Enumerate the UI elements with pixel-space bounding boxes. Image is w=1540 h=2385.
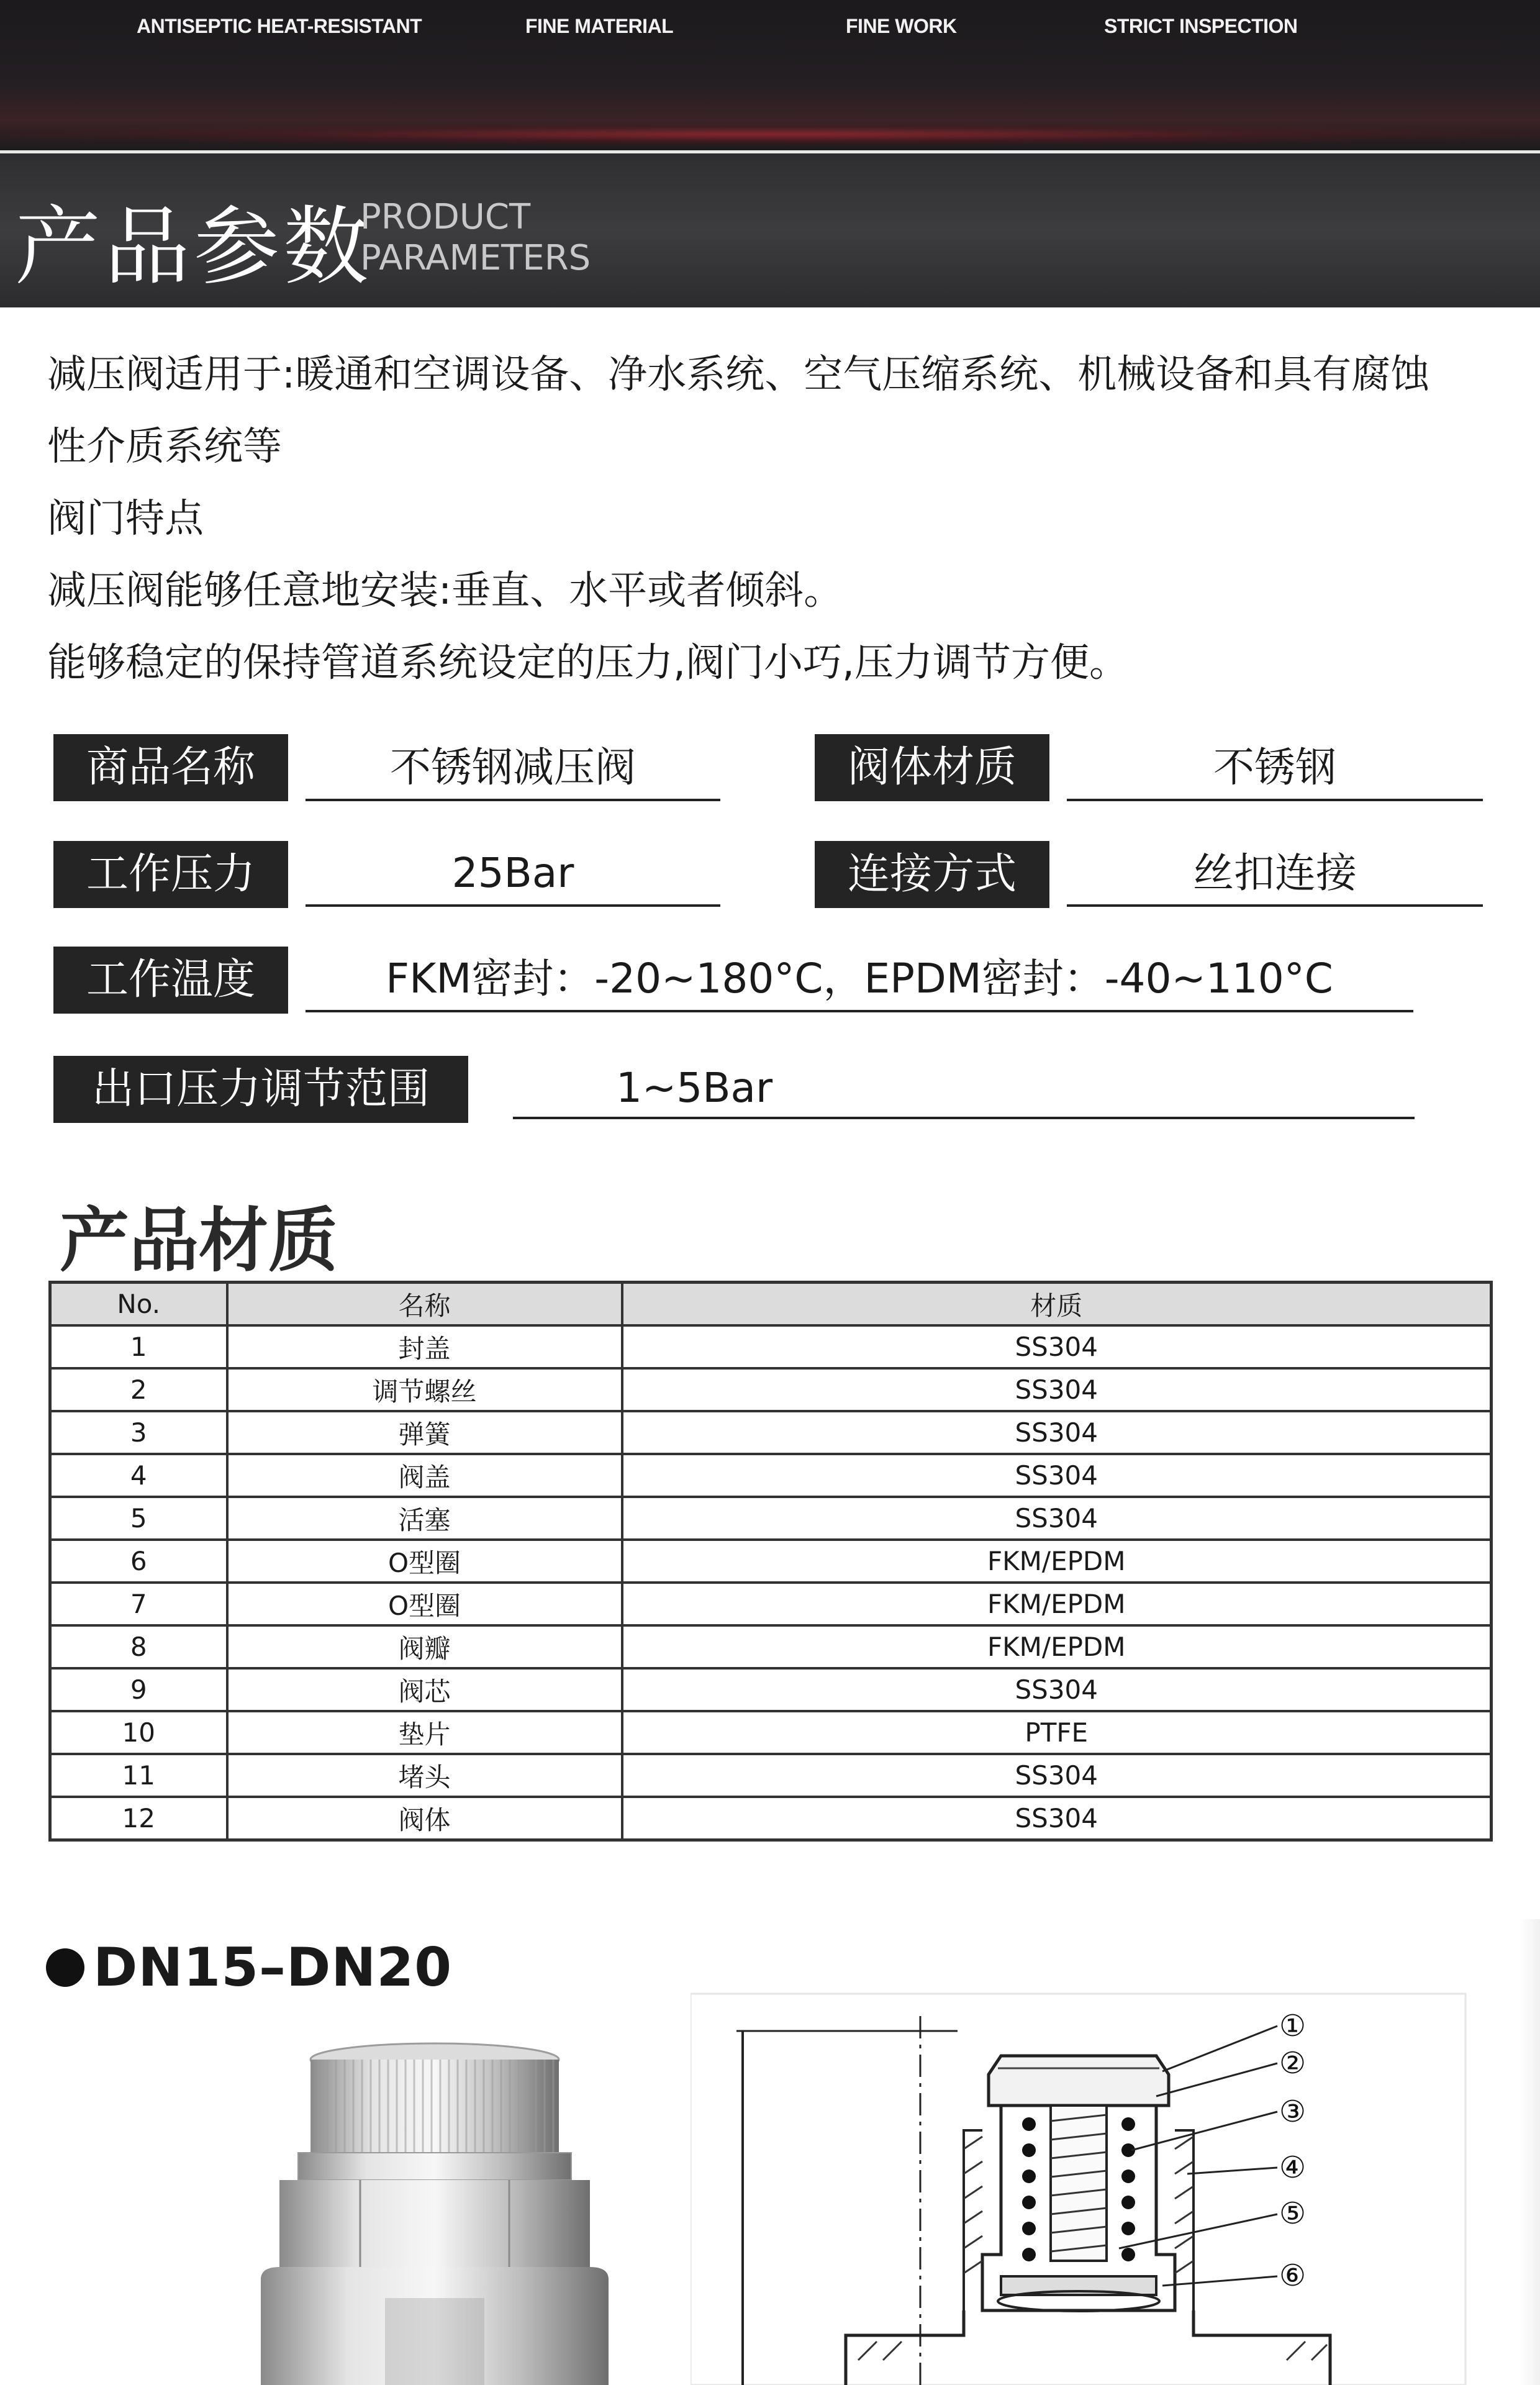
table-row xyxy=(50,1454,1492,1497)
cell-no: 7 xyxy=(50,1583,227,1625)
param-label-working-pressure: 工作压力 xyxy=(53,841,288,908)
table-row xyxy=(50,1754,1492,1797)
table-row xyxy=(50,1540,1492,1583)
param-value-body-material: 不锈钢 xyxy=(1067,737,1483,801)
cell-name: 垫片 xyxy=(227,1711,622,1754)
cell-name: O型圈 xyxy=(227,1583,622,1625)
cell-no: 10 xyxy=(50,1711,227,1754)
cell-material: SS304 xyxy=(622,1325,1492,1368)
column-header-name: 名称 xyxy=(227,1283,622,1326)
param-value-working-pressure: 25Bar xyxy=(306,842,720,907)
cell-no: 1 xyxy=(50,1325,227,1368)
table-row xyxy=(50,1368,1492,1411)
materials-title: 产品材质 xyxy=(60,1201,338,1281)
callout-2: ② xyxy=(1279,2046,1307,2081)
feature-antiseptic: ANTISEPTIC HEAT-RESISTANT xyxy=(137,15,422,37)
cell-no: 2 xyxy=(50,1368,227,1411)
cell-material: PTFE xyxy=(622,1711,1492,1754)
callout-6: ⑥ xyxy=(1279,2258,1307,2293)
param-label-connection: 连接方式 xyxy=(815,841,1049,908)
cell-name: 阀盖 xyxy=(227,1454,622,1497)
cell-name: 活塞 xyxy=(227,1497,622,1540)
cell-no: 12 xyxy=(50,1797,227,1840)
table-row xyxy=(50,1411,1492,1454)
section-title-en-line1: PRODUCT xyxy=(360,197,531,237)
callout-3: ③ xyxy=(1279,2094,1307,2129)
column-header-no: No. xyxy=(50,1283,227,1326)
feature-banner xyxy=(0,0,1540,150)
cell-material: FKM/EPDM xyxy=(622,1583,1492,1625)
section-title-zh: 产品参数 xyxy=(15,197,373,297)
cell-name: 堵头 xyxy=(227,1754,622,1797)
cell-no: 4 xyxy=(50,1454,227,1497)
valve-cross-section-diagram xyxy=(691,1988,1473,2385)
valve-product-photo xyxy=(236,2037,633,2385)
cell-material: SS304 xyxy=(622,1454,1492,1497)
param-value-outlet-range: 1~5Bar xyxy=(513,1057,1415,1119)
size-heading xyxy=(46,1937,452,1999)
param-value-product-name: 不锈钢减压阀 xyxy=(306,737,720,801)
cell-no: 9 xyxy=(50,1668,227,1711)
param-label-outlet-range: 出口压力调节范围 xyxy=(53,1056,468,1123)
param-label-product-name: 商品名称 xyxy=(53,734,288,801)
feature-fine-material: FINE MATERIAL xyxy=(525,15,674,37)
callout-4: ④ xyxy=(1279,2150,1307,2185)
param-value-working-temp: FKM密封：-20~180°C，EPDM密封：-40~110°C xyxy=(306,948,1413,1012)
table-row xyxy=(50,1497,1492,1540)
cell-name: O型圈 xyxy=(227,1540,622,1583)
table-row xyxy=(50,1625,1492,1668)
table-header-row xyxy=(50,1283,1492,1326)
param-label-body-material: 阀体材质 xyxy=(815,734,1049,801)
description-line: 减压阀能够任意地安装:垂直、水平或者倾斜。 xyxy=(47,568,843,613)
feature-strict-inspection: STRICT INSPECTION xyxy=(1104,15,1298,37)
cell-material: SS304 xyxy=(622,1797,1492,1840)
callout-5: ⑤ xyxy=(1279,2196,1307,2231)
callout-1: ① xyxy=(1279,2009,1307,2043)
banner-glow xyxy=(0,123,1540,145)
cell-name: 阀体 xyxy=(227,1797,622,1840)
size-heading-text: DN15–DN20 xyxy=(93,1937,453,1999)
cell-no: 6 xyxy=(50,1540,227,1583)
cell-material: SS304 xyxy=(622,1368,1492,1411)
cell-no: 3 xyxy=(50,1411,227,1454)
param-value-connection: 丝扣连接 xyxy=(1067,842,1483,907)
cell-material: FKM/EPDM xyxy=(622,1625,1492,1668)
column-header-material: 材质 xyxy=(622,1283,1492,1326)
section-title-en xyxy=(360,197,591,279)
table-row xyxy=(50,1583,1492,1625)
cell-material: SS304 xyxy=(622,1497,1492,1540)
cell-name: 调节螺丝 xyxy=(227,1368,622,1411)
table-row xyxy=(50,1797,1492,1840)
cell-name: 封盖 xyxy=(227,1325,622,1368)
feature-fine-work: FINE WORK xyxy=(846,15,957,37)
table-row xyxy=(50,1711,1492,1754)
cell-name: 弹簧 xyxy=(227,1411,622,1454)
param-label-working-temp: 工作温度 xyxy=(53,947,288,1014)
cell-material: FKM/EPDM xyxy=(622,1540,1492,1583)
section-header xyxy=(0,153,1540,307)
cell-no: 5 xyxy=(50,1497,227,1540)
cell-name: 阀瓣 xyxy=(227,1625,622,1668)
cell-material: SS304 xyxy=(622,1754,1492,1797)
cell-material: SS304 xyxy=(622,1668,1492,1711)
description-line: 减压阀适用于:暖通和空调设备、净水系统、空气压缩系统、机械设备和具有腐蚀 xyxy=(47,352,1430,397)
cell-name: 阀芯 xyxy=(227,1668,622,1711)
page-edge-shadow xyxy=(1519,1919,1540,2385)
description-line: 能够稳定的保持管道系统设定的压力,阀门小巧,压力调节方便。 xyxy=(47,640,1129,685)
bullet-dot-icon xyxy=(46,1948,84,1987)
cell-no: 11 xyxy=(50,1754,227,1797)
description-line: 阀门特点 xyxy=(47,496,204,541)
cell-material: SS304 xyxy=(622,1411,1492,1454)
product-description xyxy=(47,338,1500,699)
table-row xyxy=(50,1325,1492,1368)
materials-table xyxy=(48,1281,1493,1842)
section-title-en-line2: PARAMETERS xyxy=(360,238,591,278)
table-row xyxy=(50,1668,1492,1711)
cell-no: 8 xyxy=(50,1625,227,1668)
description-line: 性介质系统等 xyxy=(47,424,282,469)
